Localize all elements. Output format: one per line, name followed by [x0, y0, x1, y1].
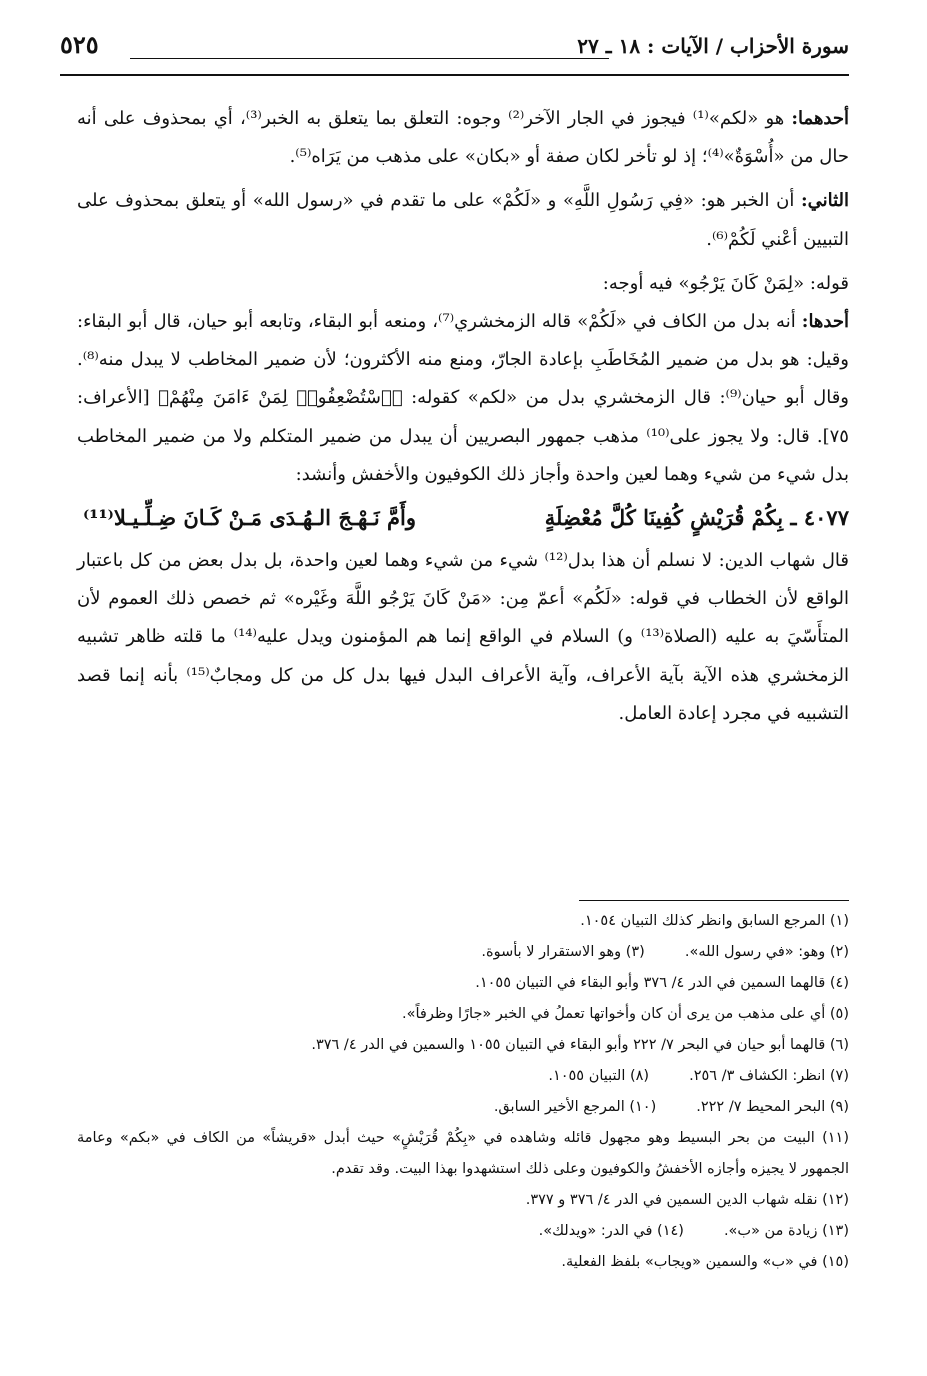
paragraph-text: أنه بدل من الكاف في «لَكُمْ» قاله الزمخشري⁽⁷⁾، ومنعه أبو البقاء، وتابعه أبو حيان، قال أبو البقاء: وقيل: هو بدل من ضمير المُخَاطَبِ بإعادة الجارّ، ومنع منه الأكثرون؛ لأن ضمير المخاطب لا يبدل منه⁽⁸⁾. وقال أبو حيان⁽⁹⁾: قال الزمخشري بدل من «لكم» كقوله: ﴿ٱسْتُضْعِفُوا۟ لِمَنْ ءَامَنَ مِنْهُمْ﴾ [الأعراف: ٧٥]. قال: ولا يجوز على⁽¹⁰⁾ مذهب جمهور البصريين أن يبدل من ضمير المتكلم ولا من ضمير المخاطب بدل شيء من شيء وهما لعين واحدة وأجاز ذلك الكوفيون والأخفش وأنشد: — [77, 311, 849, 485]
footnote-row — [77, 968, 849, 999]
header-rule — [130, 58, 609, 59]
paragraph-text: قال شهاب الدين: لا نسلم أن هذا بدل⁽¹²⁾ شيء من شيء وهما لعين واحدة، بل بدل بعض من كل باعتبار الواقع لأن الخطاب في قوله: «لَكُم» أعمّ مِن: «مَنْ كَانَ يَرْجُو اللَّهَ وغَيْره» ثم خصص ذلك العموم لأن المتأَسّيَ به عليه (الصلاة⁽¹³⁾ و) السلام في الواقع إنما هم المؤمنون ويدل عليه⁽¹⁴⁾ ما قلته ظاهر تشبيه الزمخشري هذه الآية بآية الأعراف، وآية الأعراف البدل فيها بدل كل من كل ومجابٌ⁽¹⁵⁾ بأنه إنما قصد التشبيه في مجرد إعادة العامل. — [77, 550, 849, 724]
footnote-8: (٨) التبيان ١٠٥٥. — [548, 1068, 650, 1084]
footnote-row — [77, 1092, 849, 1123]
paragraph-lead: أحدهما: — [791, 108, 850, 129]
paragraph-first-view — [77, 303, 849, 494]
footnote-row — [77, 906, 849, 937]
paragraph-first-aspect — [77, 100, 849, 176]
poetry-verse — [77, 496, 849, 540]
footnote-row — [77, 999, 849, 1030]
footnote-11: (١١) البيت من بحر البسيط وهو مجهول قائله وشاهده في «بِكُمْ قُرَيْشٍ» حيث أبدل «قريشاً» من الكاف في «بكم» وعامة الجمهور لا يجيزه وأجازه الأخفشُ والكوفيون وعلى ذلك استشهدوا بهذا البيت. وقد تقدم. — [77, 1130, 849, 1177]
paragraph-shihab-comment — [77, 542, 849, 733]
page-number: ٥٢٥ — [60, 30, 99, 59]
footnote-9: (٩) البحر المحيط ٧/ ٢٢٢. — [696, 1099, 849, 1115]
running-title: سورة الأحزاب / الآيات : ١٨ ـ ٢٧ — [577, 34, 849, 58]
footnotes — [77, 906, 849, 1278]
footnote-13: (١٣) زيادة من «ب». — [723, 1223, 849, 1239]
footnote-divider — [579, 900, 849, 901]
footnote-15: (١٥) في «ب» والسمين «ويجاب» بلفظ الفعلية. — [561, 1254, 849, 1270]
paragraph-second-aspect — [77, 182, 849, 258]
footnote-14: (١٤) في الدر: «ويدلك». — [538, 1223, 684, 1239]
footnote-row — [77, 937, 849, 968]
paragraph-quote-intro — [77, 265, 849, 303]
footnote-12: (١٢) نقله شهاب الدين السمين في الدر ٤/ ٣٧٦ و ٣٧٧. — [525, 1192, 849, 1208]
footnote-row — [77, 1247, 849, 1278]
footnote-2: (٢) وهو: «في رسول الله». — [684, 944, 849, 960]
footnote-row — [77, 1061, 849, 1092]
footnote-3: (٣) وهو الاستقرار لا بأسوة. — [481, 944, 645, 960]
paragraph-lead: الثاني: — [800, 190, 849, 212]
footnote-10: (١٠) المرجع الأخير السابق. — [493, 1099, 657, 1115]
footnote-1: (١) المرجع السابق وانظر كذلك التبيان ١٠٥٤. — [580, 913, 849, 929]
footnote-4: (٤) قالهما السمين في الدر ٤/ ٣٧٦ وأبو البقاء في التبيان ١٠٥٥. — [475, 975, 849, 991]
verse-first-hemistich: ٤٠٧٧ ـ بِكُمْ قُرَيْشٍ كُفِينَا كُلَّ مُعْضِلَةٍ — [544, 505, 849, 531]
footnote-7: (٧) انظر: الكشاف ٣/ ٢٥٦. — [689, 1068, 849, 1084]
verse-second-hemistich: وأَمَّ نَـهْـجَ الـهُـدَى مَـنْ كَـانَ ضِـلِّـيـلا⁽¹¹⁾ — [83, 505, 416, 531]
paragraph-text: قوله: «لِمَنْ كَانَ يَرْجُو» فيه أوجه: — [602, 272, 849, 294]
footnote-row — [77, 1185, 849, 1216]
paragraph-text: أن الخبر هو: «فِي رَسُولِ اللَّهِ» و «لَكُمْ» على ما تقدم في «رسول الله» أو يتعلق بمحذوف على التبيين أعْني لَكُمْ⁽⁶⁾. — [77, 190, 849, 250]
footnote-row — [77, 1030, 849, 1061]
footnote-6: (٦) قالهما أبو حيان في البحر ٧/ ٢٢٢ وأبو البقاء في التبيان ١٠٥٥ والسمين في الدر ٤/ ٣٧٦. — [311, 1037, 849, 1053]
footnote-row — [77, 1216, 849, 1247]
paragraph-text: هو «لكم»⁽¹⁾ فيجوز في الجار الآخر⁽²⁾ وجوه: التعلق بما يتعلق به الخبر⁽³⁾، أي بمحذوف على أنه حال من «أُسْوَةٌ»⁽⁴⁾؛ إذ لو تأخر لكان صفة أو «بكان» على مذهب من يَرَاه⁽⁵⁾. — [77, 108, 849, 168]
main-text — [77, 100, 849, 733]
footnote-5: (٥) أي على مذهب من يرى أن كان وأخواتها تعملُ في الخبر «جارًا وظرفاً». — [402, 1006, 849, 1022]
page-header — [60, 28, 849, 76]
paragraph-lead: أحدها: — [801, 311, 849, 333]
